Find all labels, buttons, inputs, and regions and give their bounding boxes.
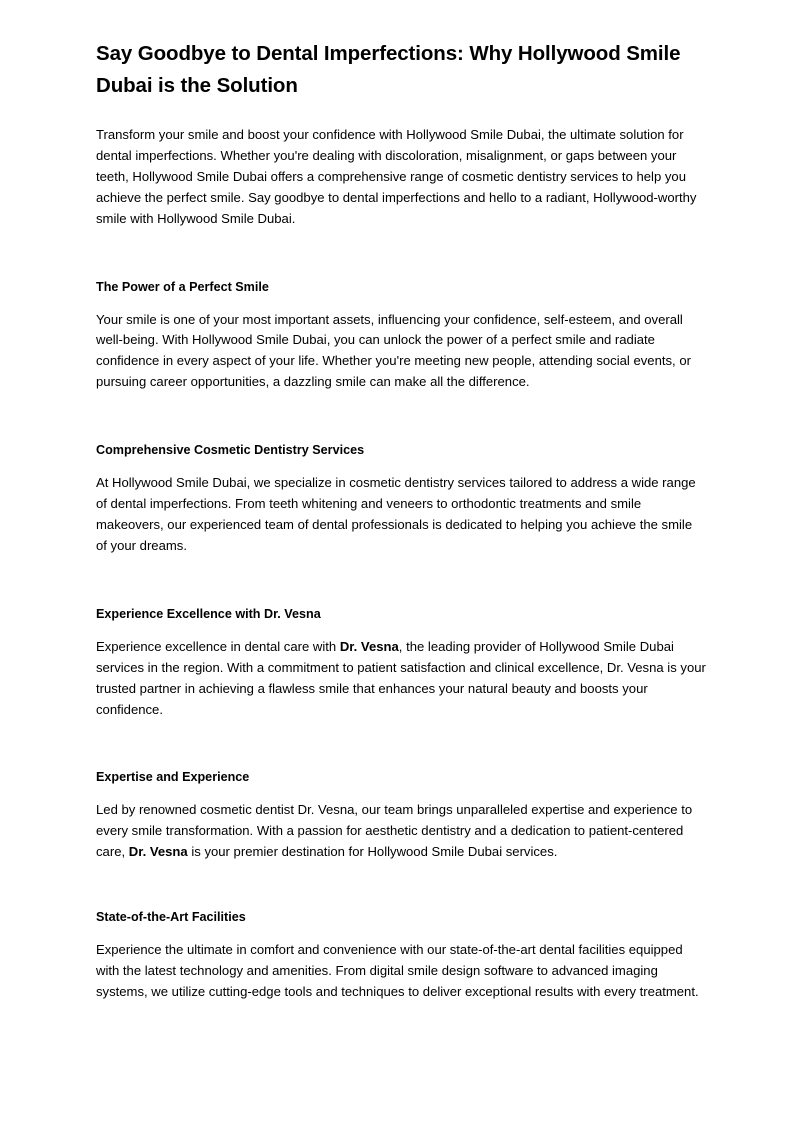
section-body xyxy=(96,637,706,721)
section-excellence-dr-vesna xyxy=(96,604,706,721)
section-facilities xyxy=(96,907,706,1003)
document-page xyxy=(96,38,706,1050)
section-power-of-perfect-smile xyxy=(96,277,706,394)
section-heading: Comprehensive Cosmetic Dentistry Services xyxy=(96,443,365,458)
section-body: Experience the ultimate in comfort and convenience with our state-of-the-art dental facilities equipped with the latest technology and amenities. From digital smile design software to advanced imaging systems, we utilize cutting-edge tools and techniques to deliver exceptional results with every treatment. xyxy=(96,942,699,999)
section-body xyxy=(96,800,706,863)
section-heading: Expertise and Experience xyxy=(96,770,250,785)
page-title: Say Goodbye to Dental Imperfections: Why Hollywood Smile Dubai is the Solution xyxy=(96,42,681,97)
body-text: Experience excellence in dental care with xyxy=(96,638,340,654)
section-cosmetic-dentistry-services xyxy=(96,440,706,557)
body-text: , the leading provider of Hollywood Smile Dubai services in the region. With a commitment to patient satisfaction and clinical excellence, Dr. Vesna is your trusted partner in achieving a flawless smile that enhances your natural beauty and boosts your confidence. xyxy=(96,638,706,717)
body-text: is your premier destination for Hollywood Smile Dubai services. xyxy=(187,844,558,860)
body-text: Led by renowned cosmetic dentist Dr. Vesna, our team brings unparalleled expertise and experience to every smile transformation. With a passion for aesthetic dentistry and a dedication to patient-centered care, xyxy=(96,802,693,860)
doctor-name-bold: Dr. Vesna xyxy=(339,638,399,654)
section-expertise-experience xyxy=(96,767,706,863)
section-body: Your smile is one of your most important assets, influencing your confidence, self-esteem, and overall well-being. With Hollywood Smile Dubai, you can unlock the power of a perfect smile and radiate confidence in every aspect of your life. Whether you're meeting new people, attending social events, or pursuing career opportunities, a dazzling smile can make all the difference. xyxy=(96,311,691,390)
intro-paragraph: Transform your smile and boost your confidence with Hollywood Smile Dubai, the ultimate solution for dental imperfections. Whether you're dealing with discoloration, misalignment, or gaps between your teeth, Hollywood Smile Dubai offers a comprehensive range of cosmetic dentistry services to help you achieve the perfect smile. Say goodbye to dental imperfections and hello to a radiant, Hollywood-worthy smile with Hollywood Smile Dubai. xyxy=(96,127,697,226)
section-heading: The Power of a Perfect Smile xyxy=(96,279,269,294)
section-heading: Experience Excellence with Dr. Vesna xyxy=(96,606,321,621)
section-heading: State-of-the-Art Facilities xyxy=(96,910,246,925)
section-body: At Hollywood Smile Dubai, we specialize in cosmetic dentistry services tailored to address a wide range of dental imperfections. From teeth whitening and veneers to orthodontic treatments and smile makeovers, our experienced team of dental professionals is dedicated to helping you achieve the smile of your dreams. xyxy=(96,475,696,553)
doctor-name-bold: Dr. Vesna xyxy=(128,844,188,860)
